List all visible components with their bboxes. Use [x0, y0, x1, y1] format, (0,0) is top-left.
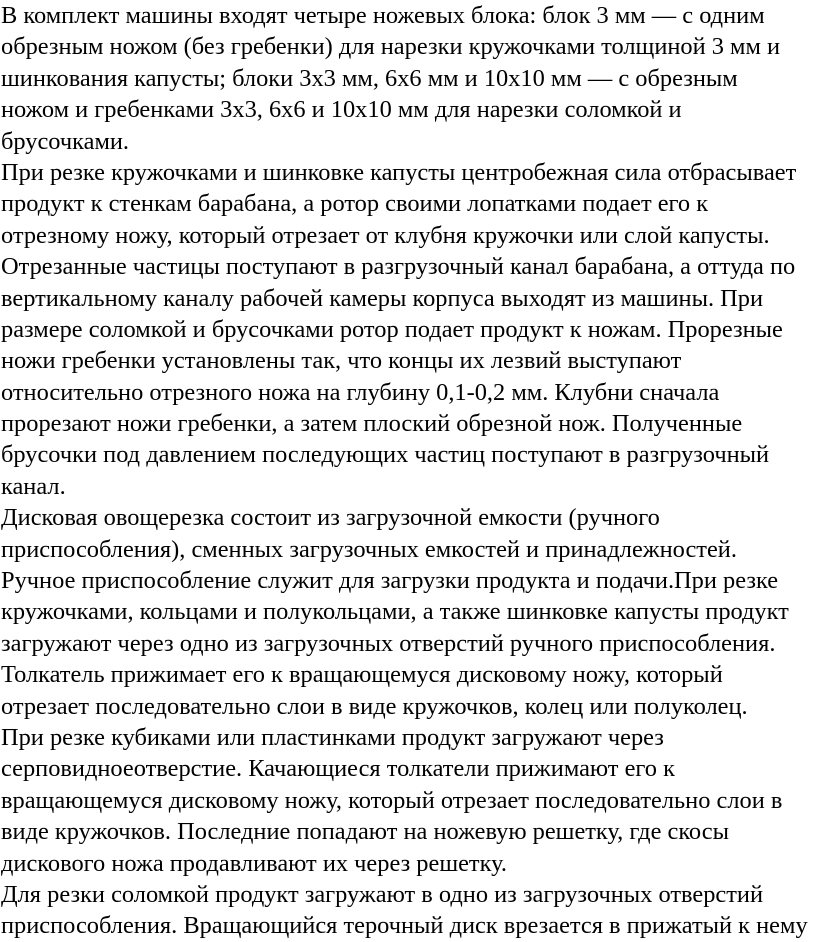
text-line: приспособления), сменных загрузочных емкостей и принадлежностей.	[1, 535, 737, 563]
text-line: Дисковая овощерезка состоит из загрузочной емкости (ручного	[1, 504, 660, 532]
paragraph-cubes-plates	[1, 722, 816, 879]
text-line: При резке кубиками или пластинками продукт загружают через	[1, 723, 664, 751]
text-line: Для резки соломкой продукт загружают в одно из загрузочных отверстий	[1, 880, 764, 908]
text-line: отрезному ножу, который отрезает от клубня кружочки или слой капусты.	[1, 221, 770, 249]
text-line: брусочками.	[1, 127, 130, 155]
paragraph-disc-slicer	[1, 502, 816, 722]
text-line: Толкатель прижимает его к вращающемуся дисковому ножу, который	[1, 661, 723, 689]
text-line: брусочки под давлением последующих частиц поступают в разгрузочный	[1, 441, 770, 469]
text-line: кружочками, кольцами и полукольцами, а также шинковке капусты продукт	[1, 598, 789, 626]
text-line: При резке кружочками и шинковке капусты центробежная сила отбрасывает	[1, 158, 797, 186]
text-line: канал.	[1, 472, 66, 500]
text-line: обрезным ножом (без гребенки) для нарезки кружочками толщиной 3 мм и	[1, 33, 781, 61]
paragraph-strips	[1, 879, 816, 942]
text-line: В комплект машины входят четыре ножевых блока: блок 3 мм — с одним	[1, 2, 765, 29]
text-line: загружают через одно из загрузочных отверстий ручного приспособления.	[1, 629, 776, 657]
text-line: вращающемуся дисковому ножу, который отрезает последовательно слои в	[1, 786, 783, 814]
text-line: приспособления. Вращающийся терочный диск врезается в прижатый к нему	[1, 912, 808, 940]
text-line: серповидноеотверстие. Качающиеся толкатели прижимают его к	[1, 755, 675, 783]
text-line: шинкования капусты; блоки 3х3 мм, 6х6 мм и 10х10 мм — с обрезным	[1, 64, 738, 92]
text-line: дискового ножа продавливают их через решетку.	[1, 849, 507, 877]
text-line: продукт к стенкам барабана, а ротор своими лопатками подает его к	[1, 190, 709, 218]
paragraph-cutting-process	[1, 157, 816, 502]
text-line: ножом и гребенками 3х3, 6х6 и 10х10 мм для нарезки соломкой и	[1, 96, 682, 124]
text-line: виде кружочков. Последние попадают на ножевую решетку, где скосы	[1, 818, 729, 846]
text-line: отрезает последовательно слои в виде кружочков, колец или полуколец.	[1, 692, 748, 720]
text-line: Ручное приспособление служит для загрузки продукта и подачи.При резке	[1, 567, 779, 595]
paragraph-knife-blocks	[1, 0, 816, 157]
text-line: относительно отрезного ножа на глубину 0,1-0,2 мм. Клубни сначала	[1, 378, 720, 406]
text-line: прорезают ножи гребенки, а затем плоский обрезной нож. Полученные	[1, 410, 743, 438]
text-line: размере соломкой и брусочками ротор подает продукт к ножам. Прорезные	[1, 315, 783, 343]
text-line: Отрезанные частицы поступают в разгрузочный канал барабана, а оттуда по	[1, 253, 796, 281]
text-line: вертикальному каналу рабочей камеры корпуса выходят из машины. При	[1, 284, 764, 312]
text-line: ножи гребенки установлены так, что концы их лезвий выступают	[1, 347, 682, 375]
